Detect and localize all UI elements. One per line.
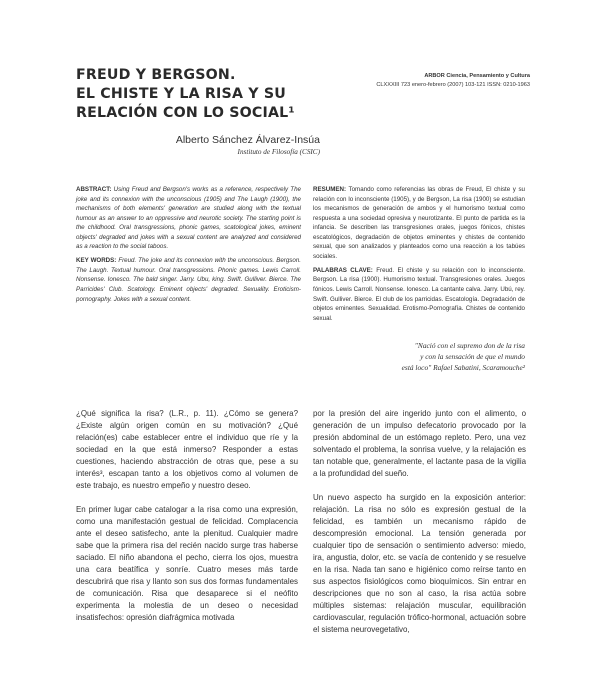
- author-affiliation: Instituto de Filosofía (CSIC): [237, 148, 320, 156]
- journal-header: [376, 72, 530, 90]
- journal-issue: CLXXXIII 723 enero-febrero (2007) 103-121 ISSN: 0210-1963: [376, 82, 530, 88]
- journal-name: ARBOR Ciencia, Pensamiento y Cultura: [424, 73, 530, 79]
- palabras-clave-text: Freud. El chiste y su relación con lo inconsciente. Bergson. La risa (1900). Humorismo textual. Transgresiones orales. Juegos fónicos. Lewis Carroll. Nonsense. Ionesco. La cantante calva. Jarry. Ubú, rey. Swift. Gulliver. Bierce. El club de los parricidas. Escatología. Degradación de objetos eminentes. Sexualidad. Erotismo-Pornografía. Chistes de contenido sexual.: [313, 266, 525, 322]
- epigraph: [325, 340, 525, 373]
- keywords-label: KEY WORDS:: [76, 257, 117, 265]
- title-line: RELACIÓN CON LO SOCIAL¹: [76, 105, 295, 121]
- abstract-paragraph: [76, 185, 301, 252]
- abstract-english: [76, 185, 301, 309]
- epigraph-line: "Nació con el supremo don de la risa: [414, 341, 525, 350]
- keywords-paragraph: [76, 256, 301, 304]
- title-line: FREUD Y BERGSON.: [76, 67, 236, 83]
- resumen-label: RESUMEN:: [313, 186, 347, 193]
- palabras-clave-paragraph: [313, 266, 525, 323]
- abstract-spanish: [313, 185, 525, 328]
- epigraph-line: está loco" Rafael Sabatini, Scaramouche²: [401, 363, 525, 372]
- title-line: EL CHISTE Y LA RISA Y SU: [76, 86, 287, 102]
- body-column-right: [313, 408, 526, 648]
- author-name: Alberto Sánchez Álvarez-Insúa: [175, 134, 320, 146]
- abstract-text: Using Freud and Bergson's works as a reference, respectively The joke and its connexion with the unconscious (1905) and The Laugh (1900), the mechanisms of both elements' generation are studied along with the textual humour as an answer to an oppressive and neurotic society. The starting point is the childhood. Oral transgressions, phonic games, scatological jokes, eminent objects' degraded and jokes with a sexual content are analyzed and considered as a reaction to the social taboos.: [76, 186, 301, 251]
- palabras-clave-label: PALABRAS CLAVE:: [313, 266, 373, 274]
- body-column-left: [76, 408, 298, 636]
- author-block: [100, 133, 320, 157]
- epigraph-line: y con la sensación de que el mundo: [420, 352, 525, 361]
- body-paragraph: por la presión del aire ingerido junto con el alimento, o generación de un impulso defecatorio provocado por la presión abdominal de un estómago repleto. Pero, una vez solventado el problema, la sonrisa vuelve, y la relajación es tan notable que, generalmente, el lactante pasa de la vigilia a la profundidad del sueño.: [313, 409, 526, 478]
- keywords-text: Freud. The joke and its connexion with the unconscious. Bergson. The Laugh. Textual humour. Oral transgressions. Phonic games. Lewis Carroll. Nonsense. Ionesco. The bald singer. Jarry. Ubu, king. Swift. Gulliver. Bierce. The Parricides' Club. Scatology. Eminent objects' degraded. Sexuality. Eroticism-pornography. Jokes with a sexual content.: [76, 257, 301, 303]
- resumen-text: Tomando como referencias las obras de Freud, El chiste y su relación con lo inconsciente (1905), y de Bergson, La risa (1900) se estudian los mecanismos de generación de ambos y el humorismo textual como respuesta a una sociedad opresiva y neurotizante. El punto de partida es la infancia. Se describen las transgresiones orales, juegos fónicos, chistes escatológicos, degradación de objetos eminentes y chistes de contenido sexual, que son analizados y planteados como una reacción a los tabúes sociales.: [313, 186, 525, 260]
- article-title: [76, 66, 326, 123]
- abstract-label: ABSTRACT:: [76, 186, 112, 193]
- body-paragraph: Un nuevo aspecto ha surgido en la exposición anterior: relajación. La risa no sólo es expresión gestual de la felicidad, es también un mecanismo rápido de descompresión emocional. La tensión generada por cualquier tipo de sensación o sentimiento adverso: miedo, ira, angustia, dolor, etc. se vacía de contenido y se resuelve en la risa. Nada tan sano e higiénico como reírse tanto en sus aspectos fisiológicos como bioquímicos. Sin entrar en descripciones que no son al caso, la risa actúa sobre múltiples sistemas: relajación muscular, equilibración cardiovascular, regulación trófico-hormonal, actuación sobre el sistema neurovegetativo,: [313, 493, 526, 634]
- resumen-paragraph: [313, 185, 525, 261]
- body-paragraph: ¿Qué significa la risa? (L.R., p. 11). ¿Cómo se genera? ¿Existe algún origen común en su motivación? ¿Qué relación(es) cabe establecer entre el individuo que ríe y la sociedad en la que está inmerso? Responder a estas cuestiones, haciendo abstracción de otras que, pese a su interés³, escapan tanto a los objetivos como al volumen de este trabajo, es nuestro empeño y nuestro deseo.: [76, 409, 298, 490]
- body-paragraph: En primer lugar cabe catalogar a la risa como una expresión, como una manifestación gestual de felicidad. Complacencia ante el deseo satisfecho, ante la plenitud. Cualquier madre sabe que la primera risa del recién nacido surge tras haberse saciado. El niño abandona el pecho, cierra los ojos, muestra una cara beatífica y sonríe. Cuatro meses más tarde descubrirá que risa y llanto son sus dos formas fundamentales de comunicación. Risa que desaparece si el neófito experimenta la molestia de un deseo o necesidad insatisfechos: opresión diafrágmica motivada: [76, 505, 298, 622]
